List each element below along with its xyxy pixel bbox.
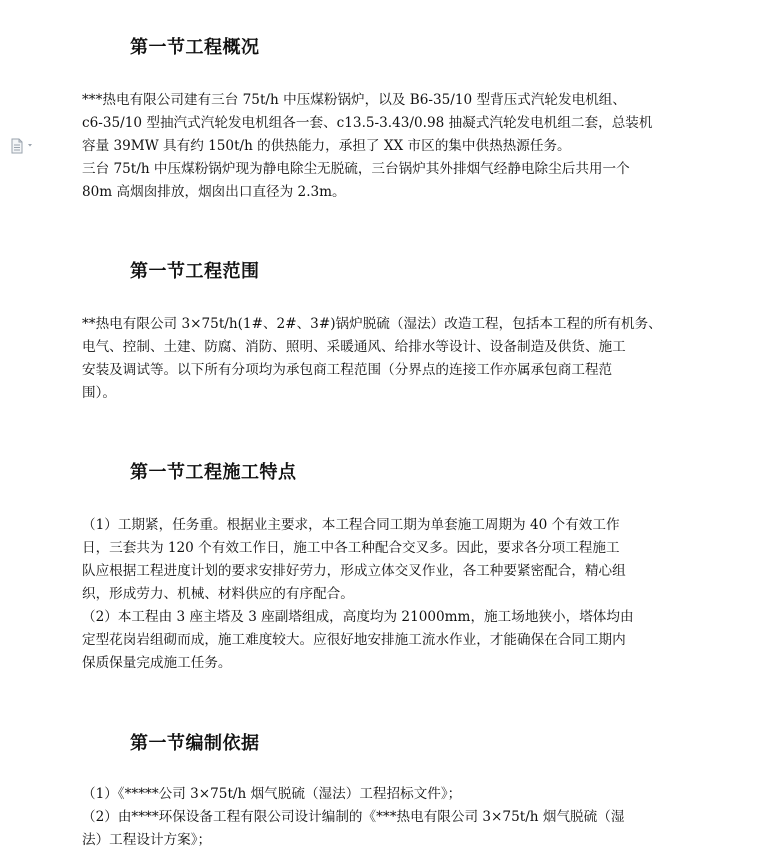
text-line: 围）。 <box>82 385 116 401</box>
section-body-scope <box>82 313 702 405</box>
chevron-down-icon <box>28 144 32 147</box>
section-title-basis: 第一节编制依据 <box>130 733 260 754</box>
section-body-features <box>82 514 702 675</box>
text-line: **热电有限公司 3×75t/h(1#、2#、3#)锅炉脱硫（湿法）改造工程，包括本工程的所有机务、 <box>82 316 662 332</box>
text-line: 80m 高烟囱排放，烟囱出口直径为 2.3m。 <box>82 184 346 200</box>
text-line: c6-35/10 型抽汽式汽轮发电机组各一套、c13.5-3.43/0.98 抽凝式汽轮发电机组二套，总装机 <box>82 115 653 131</box>
text-line: 法）工程设计方案》； <box>82 832 212 848</box>
text-line: 容量 39MW 具有约 150t/h 的供热能力，承担了 XX 市区的集中供热热源任务。 <box>82 138 571 154</box>
section-body-basis <box>82 783 702 852</box>
text-line: （2）由****环保设备工程有限公司设计编制的《***热电有限公司 3×75t/h 烟气脱硫（湿 <box>82 809 625 825</box>
text-line: 日，三套共为 120 个有效工作日，施工中各工种配合交叉多。因此，要求各分项工程施工 <box>82 540 620 556</box>
section-title-features: 第一节工程施工特点 <box>130 462 297 483</box>
section-title-overview: 第一节工程概况 <box>130 37 260 58</box>
text-line: 保质保量完成施工任务。 <box>82 655 232 671</box>
paragraph-marker[interactable] <box>10 138 38 154</box>
document-icon <box>12 139 22 153</box>
text-line: （2）本工程由 3 座主塔及 3 座副塔组成，高度均为 21000mm，施工场地狭小，塔体均由 <box>82 609 634 625</box>
text-line: 安装及调试等。以下所有分项均为承包商工程范围（分界点的连接工作亦属承包商工程范 <box>82 362 613 378</box>
text-line: 三台 75t/h 中压煤粉锅炉现为静电除尘无脱硫，三台锅炉其外排烟气经静电除尘后共用一个 <box>82 161 630 177</box>
text-line: （1）工期紧，任务重。根据业主要求，本工程合同工期为单套施工周期为 40 个有效工作 <box>82 517 620 533</box>
text-line: 织，形成劳力、机械、材料供应的有序配合。 <box>82 586 354 602</box>
text-line: 电气、控制、土建、防腐、消防、照明、采暖通风、给排水等设计、设备制造及供货、施工 <box>82 339 626 355</box>
text-line: （1）《*****公司 3×75t/h 烟气脱硫（湿法）工程招标文件》； <box>82 786 462 802</box>
text-line: 队应根据工程进度计划的要求安排好劳力，形成立体交叉作业，各工种要紧密配合，精心组 <box>82 563 626 579</box>
section-title-scope: 第一节工程范围 <box>130 261 260 282</box>
text-line: ***热电有限公司建有三台 75t/h 中压煤粉锅炉，以及 B6-35/10 型背压式汽轮发电机组、 <box>82 92 626 108</box>
section-body-overview <box>82 89 702 204</box>
text-line: 定型花岗岩组砌而成，施工难度较大。应很好地安排施工流水作业，才能确保在合同工期内 <box>82 632 626 648</box>
